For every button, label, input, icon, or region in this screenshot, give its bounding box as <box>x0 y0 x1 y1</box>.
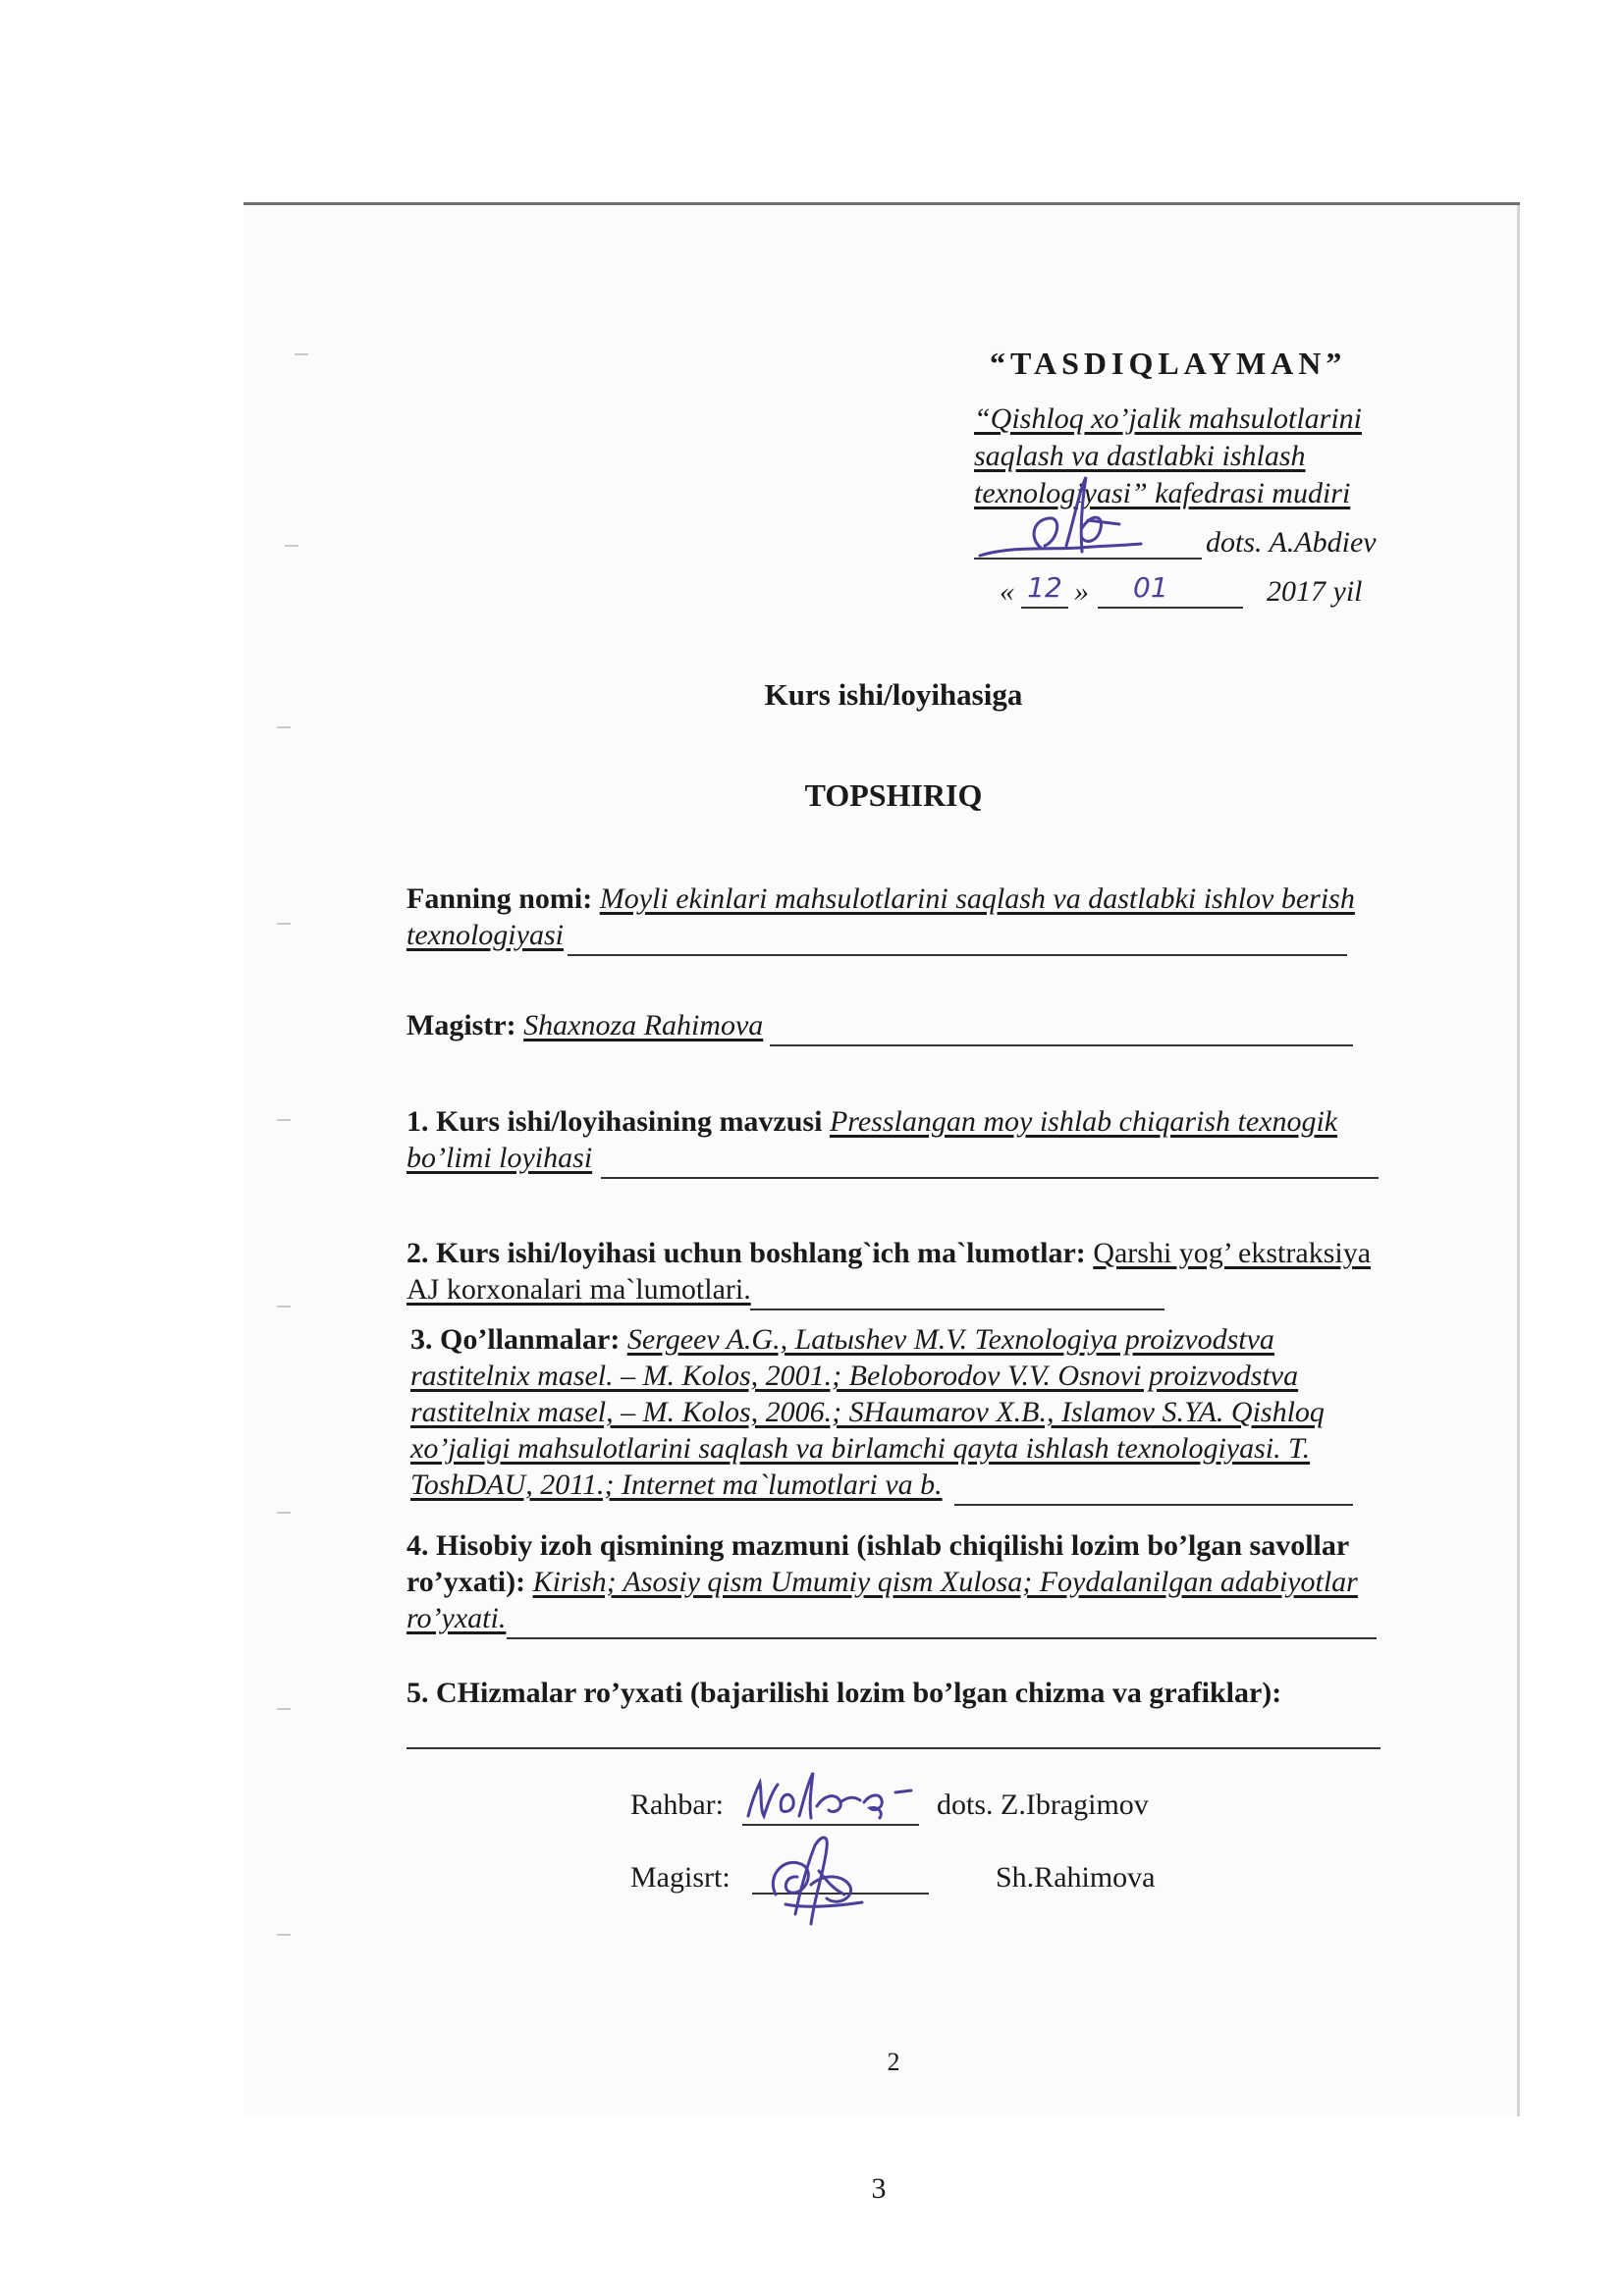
supervisor-name: dots. Z.Ibragimov <box>937 1789 1149 1821</box>
manuals-fill-line <box>954 1504 1353 1506</box>
topic-value: Presslangan moy ishlab chiqarish texnogik <box>829 1105 1338 1138</box>
approval-line-2: saqlash va dastlabki ishlash <box>974 440 1306 472</box>
topic-row-1 <box>406 1103 1337 1140</box>
date-day-line <box>1021 607 1068 609</box>
student-signature-label: Magisrt: <box>630 1861 731 1894</box>
document-title: TOPSHIRIQ <box>804 777 983 813</box>
data-row-2 <box>406 1271 751 1308</box>
scan-mark <box>277 1119 291 1121</box>
manuals-line: ToshDAU, 2011.; Internet ma`lumotlari va b. <box>410 1468 943 1501</box>
data-row-1 <box>406 1235 1371 1271</box>
scan-mark <box>277 726 291 728</box>
subject-value-continued: texnologiyasi <box>406 919 564 951</box>
scan-mark <box>277 1708 291 1710</box>
drawings-fill-line <box>406 1747 1380 1749</box>
approval-date-day: 12 <box>1027 571 1062 604</box>
topic-value-continued: bo’limi loyihasi <box>406 1142 593 1174</box>
student-fill-line <box>770 1044 1353 1046</box>
student-signature <box>756 1826 884 1934</box>
scan-mark <box>277 1934 291 1936</box>
scan-mark <box>277 1306 291 1308</box>
scan-mark <box>295 353 308 355</box>
notes-value: Kirish; Asosiy qism Umumiy qism Xulosa; Foydalanilgan adabiyotlar <box>532 1566 1358 1598</box>
supervisor-label: Rahbar: <box>630 1789 724 1821</box>
approval-date-close: » <box>1074 575 1089 608</box>
student-value: Shaxnoza Rahimova <box>523 1009 764 1041</box>
topic-row-2 <box>406 1140 592 1176</box>
supervisor-signature <box>738 1767 935 1826</box>
data-value: Qarshi yog’ ekstraksiya <box>1093 1237 1372 1269</box>
topic-label: 1. Kurs ishi/loyihasining mavzusi <box>406 1105 823 1138</box>
subject-row-1 <box>406 881 1355 917</box>
scan-mark <box>277 1512 291 1514</box>
manuals-line: xo’jaligi mahsulotlarini saqlash va birlamchi qayta ishlash texnologiyasi. T. <box>410 1432 1311 1465</box>
document-subtitle: Kurs ishi/loyihasiga <box>764 677 1023 712</box>
subject-value: Moyli ekinlari mahsulotlarini saqlash va dastlabki ishlov berish <box>599 882 1355 915</box>
scan-mark <box>277 923 291 925</box>
student-label: Magistr: <box>406 1009 516 1041</box>
scanned-page-number: 2 <box>887 2048 900 2076</box>
approval-date-open: « <box>1000 575 1014 608</box>
notes-fill-line <box>507 1637 1377 1639</box>
manuals-row-1 <box>410 1321 1274 1358</box>
topic-fill-line <box>601 1177 1379 1179</box>
data-label: 2. Kurs ishi/loyihasi uchun boshlang`ich ma`lumotlar: <box>406 1237 1086 1269</box>
data-value-continued: AJ korxonalari ma`lumotlari. <box>406 1273 751 1306</box>
head-of-department-signature <box>972 469 1149 567</box>
notes-value-continued: ro’yxati. <box>406 1602 507 1634</box>
manuals-label: 3. Qo’llanmalar: <box>410 1323 621 1356</box>
manuals-line: rastitelnix masel, – M. Kolos, 2006.; SHaumarov X.B., Islamov S.YA. Qishloq <box>410 1396 1325 1428</box>
manuals-line: Sergeev A.G., Latыshev M.V. Texnologiya proizvodstva <box>626 1323 1274 1356</box>
approval-date-year: 2017 yil <box>1267 575 1363 608</box>
date-month-line <box>1098 607 1243 609</box>
approval-date-month: 01 <box>1133 571 1168 604</box>
manuals-line: rastitelnix masel. – M. Kolos, 2001.; Beloborodov V.V. Osnovi proizvodstva <box>410 1360 1299 1392</box>
student-row <box>406 1007 763 1043</box>
page-number: 3 <box>871 2172 887 2205</box>
approval-signer: dots. A.Abdiev <box>1206 526 1377 559</box>
notes-label: 4. Hisobiy izoh qismining mazmuni (ishlab chiqilishi lozim bo’lgan savollar <box>406 1529 1350 1562</box>
scan-mark <box>285 545 298 547</box>
data-fill-line <box>750 1308 1164 1310</box>
student-name: Sh.Rahimova <box>996 1861 1156 1894</box>
approval-heading: “TASDIQLAYMAN” <box>990 346 1347 381</box>
notes-row-2 <box>406 1564 1358 1600</box>
approval-line-1: “Qishloq xo’jalik mahsulotlarini <box>974 402 1363 435</box>
drawings-label: 5. CHizmalar ro’yxati (bajarilishi lozim bo’lgan chizma va grafiklar): <box>406 1677 1282 1709</box>
subject-row-2 <box>406 917 564 953</box>
subject-fill-line <box>568 954 1347 956</box>
approval-line-3: texnologiyasi” kafedrasi mudiri <box>974 477 1351 509</box>
notes-label-continued: ro’yxati): <box>406 1566 526 1598</box>
notes-row-3 <box>406 1600 506 1636</box>
subject-label: Fanning nomi: <box>406 882 593 915</box>
